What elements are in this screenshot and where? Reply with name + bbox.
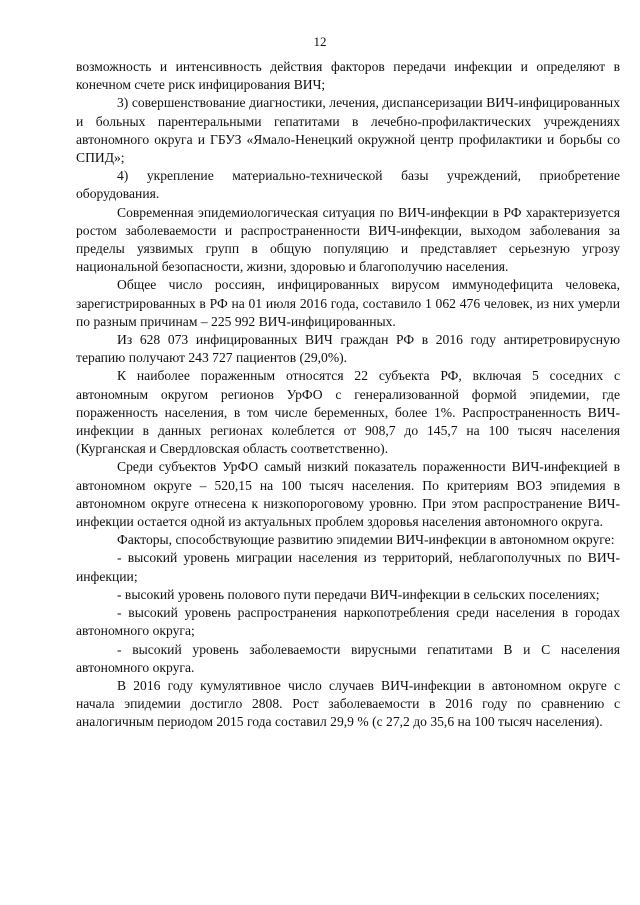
paragraph-art-therapy: Из 628 073 инфицированных ВИЧ граждан РФ в 2016 году антиретровирусную терапию получают 243 727 пациентов (29,0%). xyxy=(76,332,620,366)
bullet-migration: - высокий уровень миграции населения из территорий, неблагополучных по ВИЧ-инфекции; xyxy=(76,550,620,584)
bullet-drug-use: - высокий уровень распространения наркопотребления среди населения в городах автономного округа; xyxy=(76,605,620,639)
paragraph-continuation: возможность и интенсивность действия факторов передачи инфекции и определяют в конечном счете риск инфицирования ВИЧ; xyxy=(76,59,620,93)
bullet-sexual-transmission: - высокий уровень полового пути передачи ВИЧ-инфекции в сельских поселениях; xyxy=(117,586,600,602)
list-item-3: 3) совершенствование диагностики, лечения, диспансеризации ВИЧ-инфицированных и больных парентеральными гепатитами в лечебно-профилактических учреждениях автономного округа и ГБУЗ «Ямало-Ненецкий окружной центр профилактики и борьбы со СПИД»; xyxy=(76,95,620,166)
paragraph-urfo-prevalence: Среди субъектов УрФО самый низкий показатель пораженности ВИЧ-инфекцией в автономном округе – 520,15 на 100 тысяч населения. По критериям ВОЗ эпидемия в автономном округе отнесена к низкопороговому уровню. При этом распространение ВИЧ-инфекции остается одной из актуальных проблем здоровья населения автономного округа. xyxy=(76,459,620,530)
paragraph-most-affected-regions: К наиболее пораженным относятся 22 субъекта РФ, включая 5 соседних с автономным округом регионов УрФО с генерализованной формой эпидемии, где пораженность населения, в том числе беременных, более 1%. Распространенность ВИЧ-инфекции в данных регионах колеблется от 908,7 до 145,7 на 100 тысяч населения (Курганская и Свердловская область соответственно). xyxy=(76,368,620,457)
document-body xyxy=(76,58,620,732)
page-number: 12 xyxy=(313,34,327,49)
paragraph-factors-heading: Факторы, способствующие развитию эпидемии ВИЧ-инфекции в автономном округе: xyxy=(117,532,615,548)
bullet-hepatitis: - высокий уровень заболеваемости вирусными гепатитами В и С населения автономного округа. xyxy=(76,641,620,675)
paragraph-epidemiological-situation: Современная эпидемиологическая ситуация по ВИЧ-инфекции в РФ характеризуется ростом заболеваемости и распространенности ВИЧ-инфекции, выходом заболевания за пределы уязвимых групп в общую популяцию и представляет серьезную угрозу национальной безопасности, жизни, здоровью и благополучию населения. xyxy=(76,204,620,275)
paragraph-cumulative-cases: В 2016 году кумулятивное число случаев ВИЧ-инфекции в автономном округе с начала эпидемии достигло 2808. Рост заболеваемости в 2016 году по сравнению с аналогичным периодом 2015 года составил 29,9 % (с 27,2 до 35,6 на 100 тысяч населения). xyxy=(76,677,620,730)
list-item-4: 4) укрепление материально-технической базы учреждений, приобретение оборудования. xyxy=(76,168,620,202)
paragraph-total-infected: Общее число россиян, инфицированных вирусом иммунодефицита человека, зарегистрированных в РФ на 01 июля 2016 года, составило 1 062 476 человек, из них умерли по разным причинам – 225 992 ВИЧ-инфицированных. xyxy=(76,277,620,329)
